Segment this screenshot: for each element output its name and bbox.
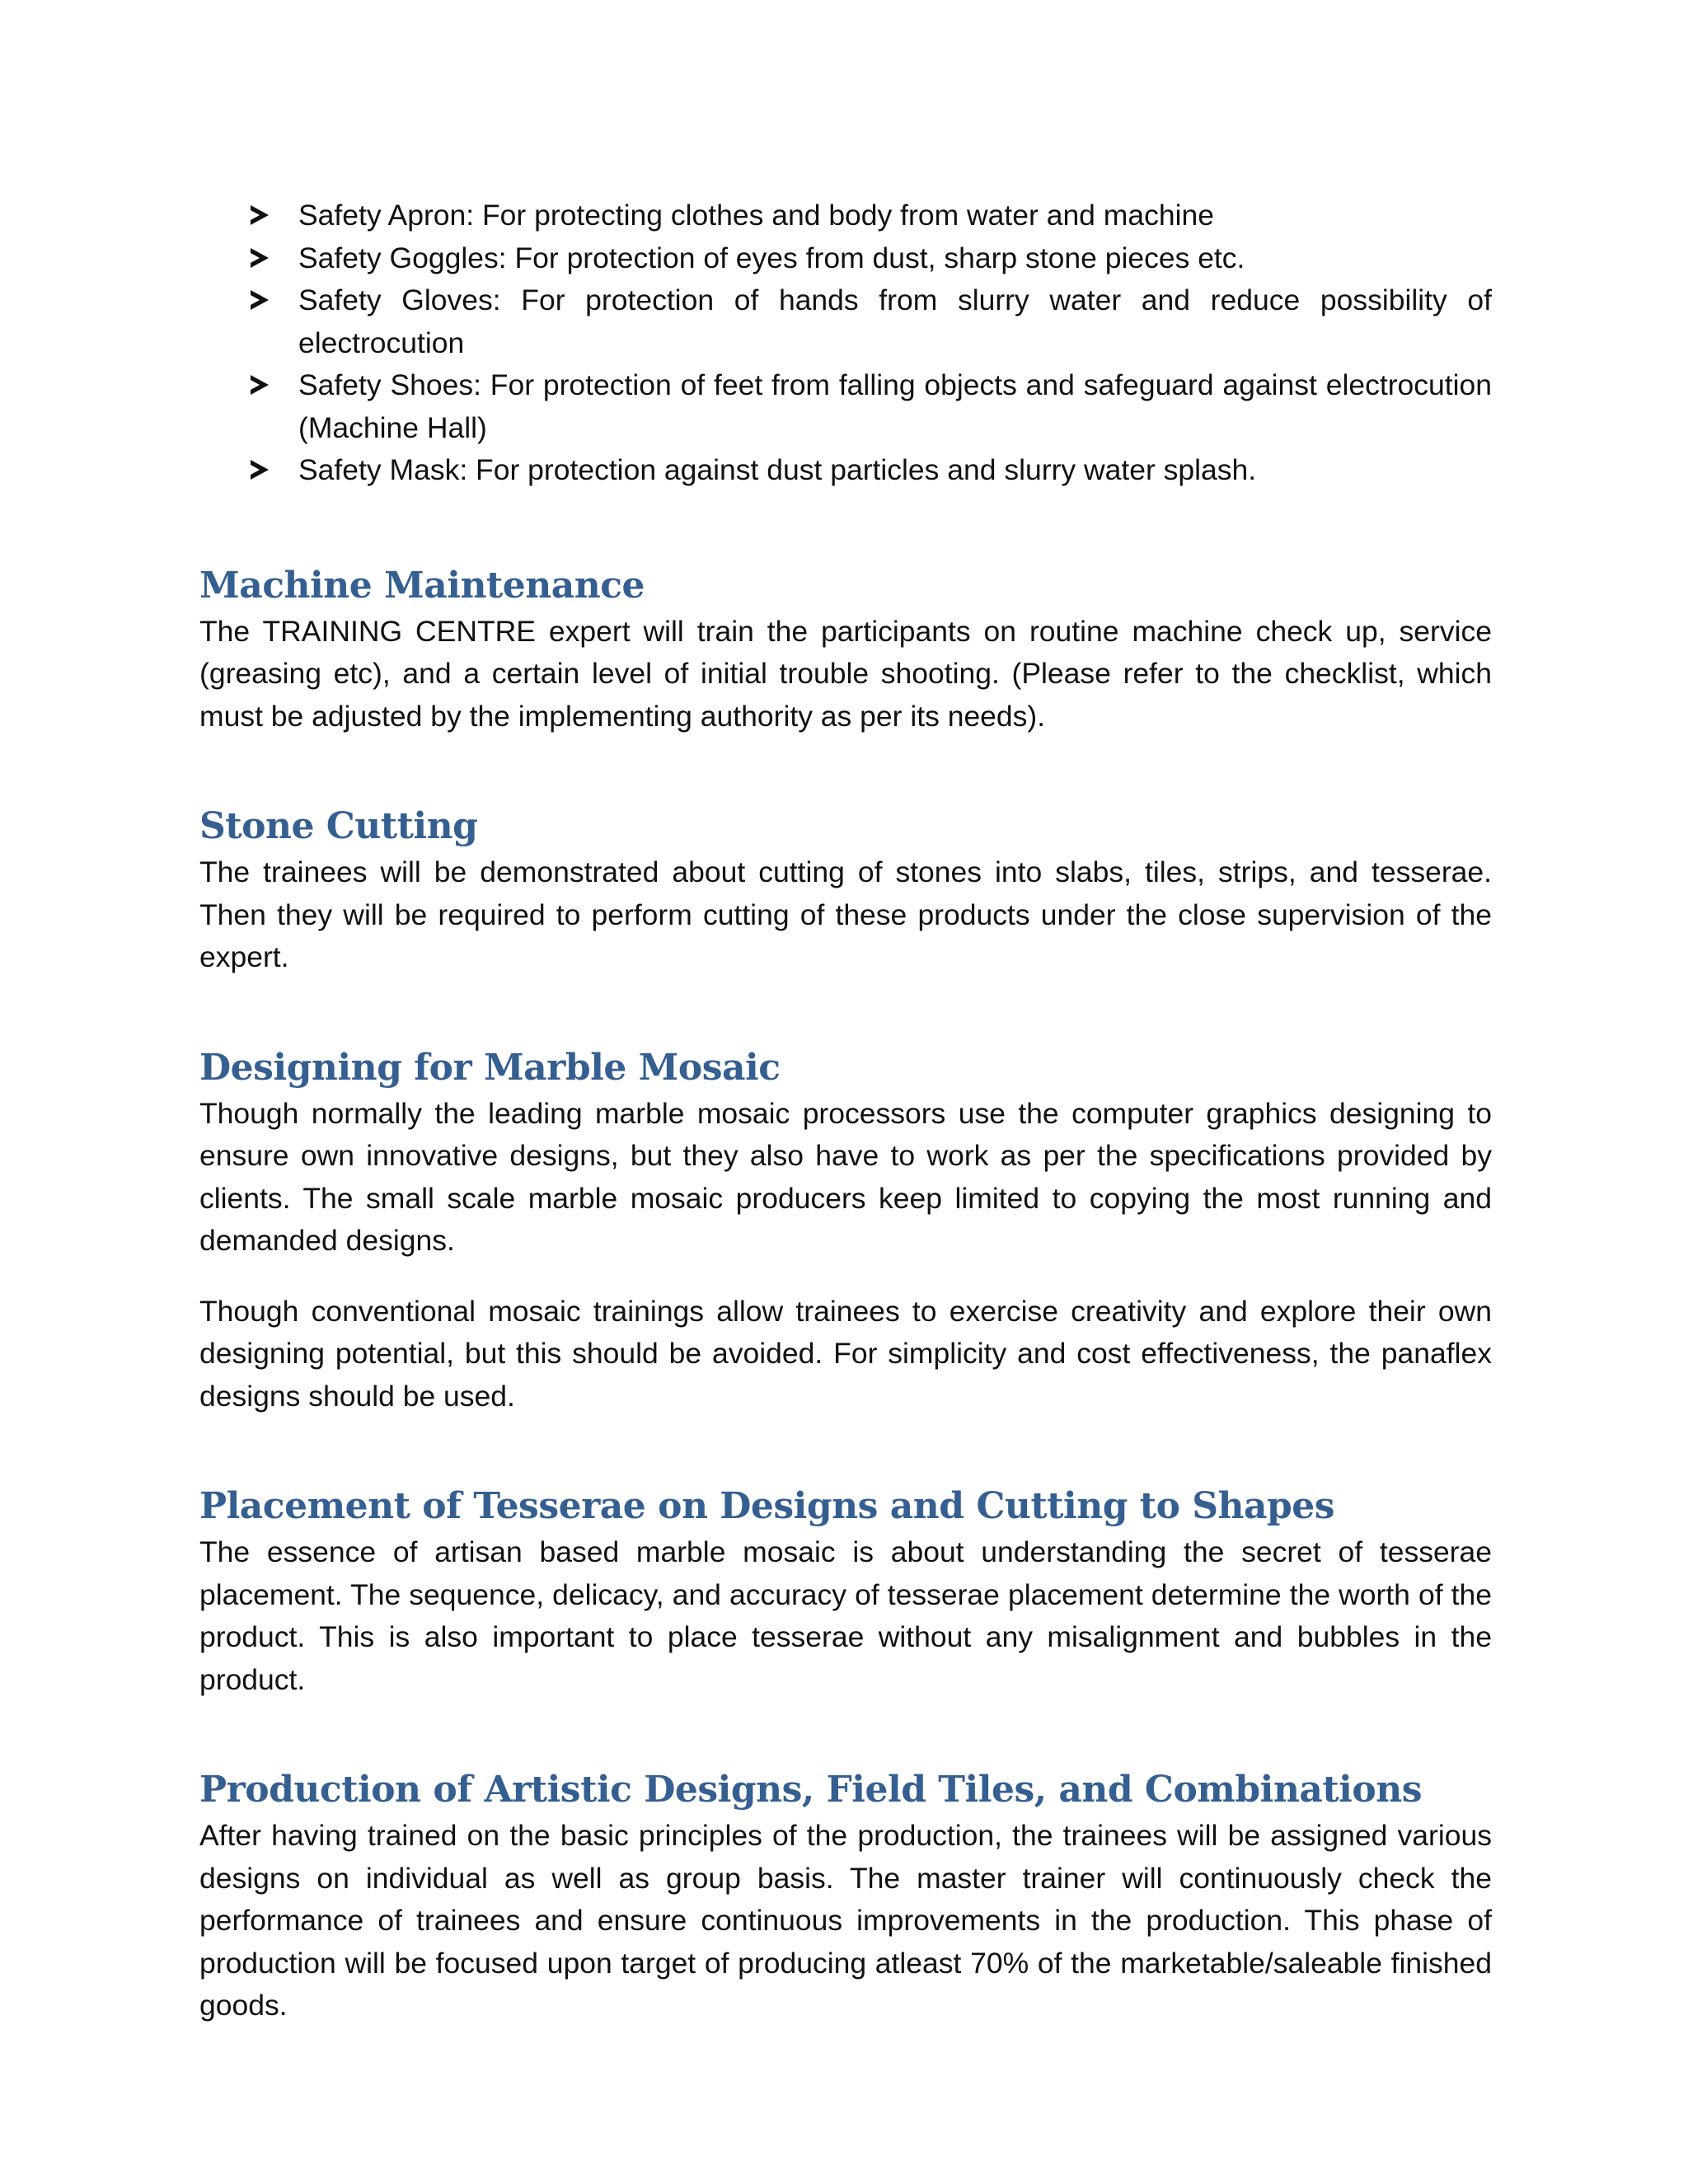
section-paragraph: Though conventional mosaic trainings allow trainees to exercise creativity and explore their own designing potential, but this should be avoided. For simplicity and cost effectiveness, the panaflex designs should be used. [199,1294,1492,1413]
arrow-bullet-icon [251,290,269,310]
section-paragraph: Though normally the leading marble mosaic processors use the computer graphics designing to ensure own innovative designs, but they also have to work as per the specifications provided by clients. The small scale marble mosaic producers keep limited to copying the most running and demanded designs. [199,1096,1492,1257]
list-item-text: Safety Mask: For protection against dust particles and slurry water splash. [298,453,1257,486]
page-content [199,194,1492,2027]
section-paragraph: The TRAINING CENTRE expert will train the participants on routine machine check up, service (greasing etc), and a certain level of initial trouble shooting. (Please refer to the checklist, which must be adjusted by the implementing authority as per its needs). [199,614,1492,733]
section-heading: Stone Cutting [199,805,478,847]
arrow-bullet-icon [251,248,269,268]
section-paragraph: The trainees will be demonstrated about cutting of stones into slabs, tiles, strips, and tesserae. Then they will be required to perform cutting of these products under the close supervision of the expert. [199,855,1492,973]
list-item-text: Safety Shoes: For protection of feet from falling objects and safeguard against electrocution (Machine Hall) [298,368,1492,444]
section-designing-for-marble-mosaic [199,1045,1492,1418]
list-item-text: Safety Apron: For protecting clothes and body from water and machine [298,199,1214,232]
list-item [199,279,1492,364]
section-heading: Designing for Marble Mosaic [199,1046,781,1089]
list-item [199,449,1492,492]
section-paragraph: After having trained on the basic principles of the production, the trainees will be assigned various designs on individual as well as group basis. The master trainer will continuously check the performance of trainees and ensure continuous improvements in the production. This phase of production will be focused upon target of producing atleast 70% of the marketable/saleable finished goods. [199,1819,1492,2022]
section-production-of-artistic-designs [199,1767,1492,2027]
list-item [199,237,1492,280]
arrow-bullet-icon [251,375,269,395]
arrow-bullet-icon [251,205,269,225]
list-item [199,194,1492,237]
list-item [199,364,1492,449]
list-item-text: Safety Goggles: For protection of eyes from dust, sharp stone pieces etc. [298,241,1245,274]
section-heading: Machine Maintenance [199,564,645,607]
section-heading: Placement of Tesserae on Designs and Cutting to Shapes [199,1485,1335,1527]
section-machine-maintenance [199,563,1492,738]
safety-equipment-list [199,194,1492,492]
section-paragraph: The essence of artisan based marble mosaic is about understanding the secret of tesserae placement. The sequence, delicacy, and accuracy of tesserae placement determine the worth of the product. This is also important to place tesserae without any misalignment and bubbles in the product. [199,1535,1492,1696]
section-placement-of-tesserae [199,1483,1492,1701]
arrow-bullet-icon [251,460,269,480]
list-item-text: Safety Gloves: For protection of hands from slurry water and reduce possibility of electrocution [298,284,1492,359]
section-stone-cutting [199,804,1492,979]
section-heading: Production of Artistic Designs, Field Tiles, and Combinations [199,1769,1422,1811]
